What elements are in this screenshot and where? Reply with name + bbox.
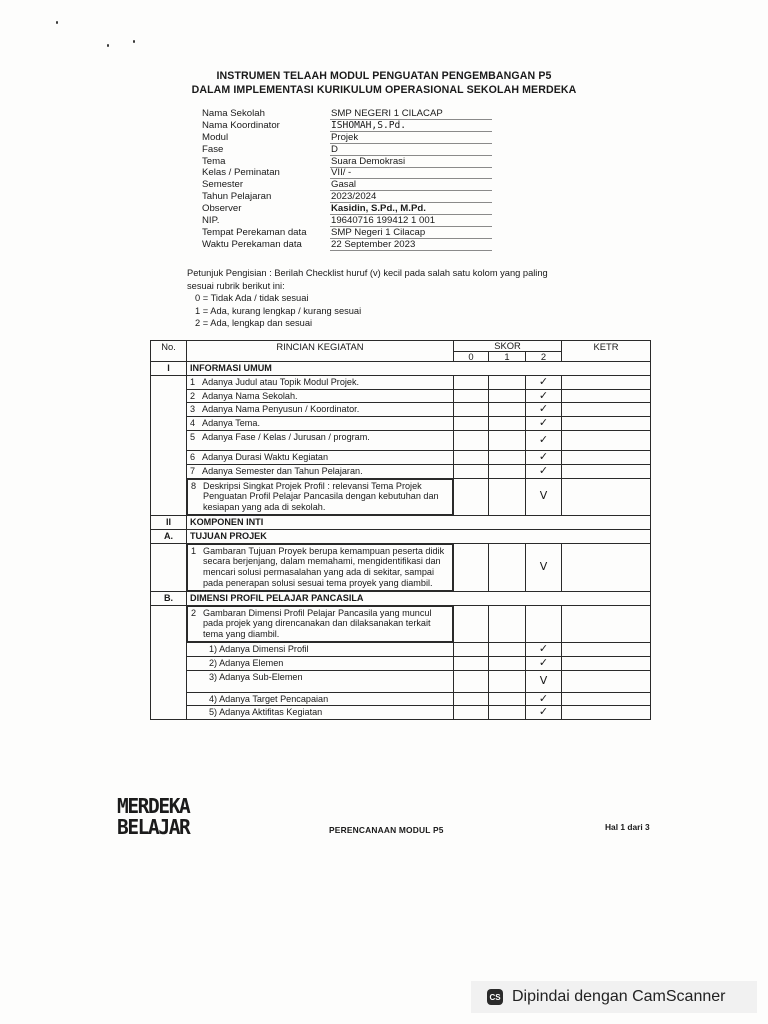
item-description: Adanya Fase / Kelas / Jurusan / program. <box>202 431 370 442</box>
table-row <box>151 403 651 417</box>
instructions <box>187 267 567 330</box>
table-row <box>151 642 651 656</box>
section-title: TUJUAN PROJEK <box>187 529 651 543</box>
score-1-cell[interactable] <box>489 389 526 403</box>
score-1-cell[interactable] <box>489 642 526 656</box>
table-row <box>151 375 651 389</box>
ketr-cell[interactable] <box>562 417 651 431</box>
table-row <box>151 656 651 670</box>
score-2-check[interactable]: ✓ <box>526 417 562 431</box>
score-1-cell[interactable] <box>489 670 526 692</box>
info-value: SMP NEGERI 1 CILACAP <box>330 108 492 120</box>
item-text <box>187 417 454 431</box>
item-text <box>187 606 453 642</box>
item-description: Adanya Nama Sekolah. <box>202 390 298 401</box>
score-0-cell[interactable] <box>454 389 489 403</box>
logo-line: BELAJAR <box>117 814 190 840</box>
merdeka-belajar-logo <box>117 793 190 840</box>
item-text <box>187 375 454 389</box>
score-1-cell[interactable] <box>489 706 526 720</box>
score-1-cell[interactable] <box>489 692 526 706</box>
ketr-cell[interactable] <box>562 478 651 515</box>
scale-item: 1 = Ada, kurang lengkap / kurang sesuai <box>195 305 362 316</box>
info-value: VII/ - <box>330 167 492 179</box>
info-label: Waktu Perekaman data <box>202 238 302 250</box>
table-header-row <box>151 341 651 352</box>
page-number: Hal 1 dari 3 <box>605 822 650 832</box>
document-title <box>0 69 768 97</box>
scan-speck <box>133 40 135 43</box>
section-title: INFORMASI UMUM <box>187 362 651 376</box>
score-2-check[interactable]: ✓ <box>526 430 562 450</box>
item-description: Deskripsi Singkat Projek Profil : relevansi Tema Projek Penguatan Profil Pelajar Pancasila dengan kebutuhan dan kesiapan yang ada di sekolah. <box>203 480 439 513</box>
score-0-cell[interactable] <box>454 605 489 642</box>
empty-cell <box>151 375 187 515</box>
score-1-cell[interactable] <box>489 478 526 515</box>
instruction-line: Petunjuk Pengisian : Berilah Checklist huruf (v) kecil pada salah satu kolom yang paling <box>187 268 548 278</box>
ketr-cell[interactable] <box>562 375 651 389</box>
item-description: Adanya Judul atau Topik Modul Projek. <box>202 376 360 387</box>
section-number: I <box>151 362 187 376</box>
item-text <box>187 403 454 417</box>
item-text <box>187 479 453 515</box>
ketr-cell[interactable] <box>562 450 651 464</box>
score-1-cell[interactable] <box>489 605 526 642</box>
empty-cell <box>151 605 187 720</box>
table-row <box>151 417 651 431</box>
score-0-cell[interactable] <box>454 642 489 656</box>
info-label: Tema <box>202 155 226 167</box>
header-score-0: 0 <box>454 352 489 362</box>
table-row <box>151 543 651 591</box>
empty-cell <box>151 543 187 591</box>
score-0-cell[interactable] <box>454 692 489 706</box>
info-label: Semester <box>202 179 244 191</box>
table-row <box>151 430 651 450</box>
section-row <box>151 515 651 529</box>
info-label: Kelas / Peminatan <box>202 167 280 179</box>
camscanner-text: Dipindai dengan CamScanner <box>512 988 726 1005</box>
table-row <box>151 389 651 403</box>
info-label: Nama Koordinator <box>202 119 280 131</box>
info-value: Kasidin, S.Pd., M.Pd. <box>330 203 492 215</box>
sub-item-text: 3) Adanya Sub-Elemen <box>187 670 454 692</box>
table-row <box>151 464 651 478</box>
score-0-cell[interactable] <box>454 417 489 431</box>
item-number: 6 <box>190 451 196 462</box>
item-number: 4 <box>190 418 196 429</box>
ketr-cell[interactable] <box>562 605 651 642</box>
info-label: Tempat Perekaman data <box>202 226 307 238</box>
info-value: 19640716 199412 1 001 <box>330 215 492 227</box>
score-2-check[interactable]: ✓ <box>526 375 562 389</box>
item-number: 1 <box>191 545 197 556</box>
logo-line: MERDEKA <box>117 793 190 819</box>
info-value: D <box>330 144 492 156</box>
ketr-cell[interactable] <box>562 692 651 706</box>
table-row <box>151 706 651 720</box>
scale-item: 0 = Tidak Ada / tidak sesuai <box>195 293 309 303</box>
info-label: Nama Sekolah <box>202 108 265 119</box>
ketr-cell[interactable] <box>562 656 651 670</box>
scale-item: 2 = Ada, lengkap dan sesuai <box>195 318 313 328</box>
scan-speck <box>107 44 109 47</box>
scan-speck <box>56 21 58 24</box>
ketr-cell[interactable] <box>562 389 651 403</box>
table-row <box>151 692 651 706</box>
table-row <box>151 670 651 692</box>
score-1-cell[interactable] <box>489 543 526 591</box>
section-number: A. <box>151 529 187 543</box>
ketr-cell[interactable] <box>562 706 651 720</box>
header-ketr: KETR <box>562 341 651 362</box>
item-description: Adanya Nama Penyusun / Koordinator. <box>202 404 360 415</box>
item-number: 2 <box>191 607 197 618</box>
ketr-cell[interactable] <box>562 543 651 591</box>
score-0-cell[interactable] <box>454 430 489 450</box>
info-label: Observer <box>202 203 242 215</box>
ketr-cell[interactable] <box>562 403 651 417</box>
sub-item-text: 5) Adanya Aktifitas Kegiatan <box>187 706 454 720</box>
header-no: No. <box>151 341 187 362</box>
header-score-2: 2 <box>526 352 562 362</box>
item-number: 3 <box>190 404 196 415</box>
score-1-cell[interactable] <box>489 375 526 389</box>
score-2-check[interactable]: V <box>526 670 562 692</box>
score-2-check[interactable]: ✓ <box>526 642 562 656</box>
assessment-table <box>150 340 651 720</box>
score-1-cell[interactable] <box>489 430 526 450</box>
section-row <box>151 529 651 543</box>
item-description: Adanya Tema. <box>202 418 260 429</box>
item-description: Gambaran Tujuan Proyek berupa kemampuan peserta didik secara berjenjang, dalam memahami, mengidentifikasi dan mencari solusi permasalahan yang ada di sekitar, sampai pada penerapan solusi sesuai tema proyek yang diambil. <box>203 545 445 588</box>
header-score-1: 1 <box>489 352 526 362</box>
section-row <box>151 362 651 376</box>
score-0-cell[interactable] <box>454 656 489 670</box>
item-description: Adanya Semester dan Tahun Pelajaran. <box>202 465 363 476</box>
item-number: 1 <box>190 376 196 387</box>
section-number: II <box>151 515 187 529</box>
camscanner-watermark <box>471 981 757 1013</box>
ketr-cell[interactable] <box>562 430 651 450</box>
score-0-cell[interactable] <box>454 375 489 389</box>
score-1-cell[interactable] <box>489 417 526 431</box>
info-label: Fase <box>202 143 224 155</box>
table-row <box>151 605 651 642</box>
score-2-cell[interactable] <box>526 605 562 642</box>
section-number: B. <box>151 591 187 605</box>
score-2-check[interactable]: V <box>526 478 562 515</box>
item-number: 8 <box>191 480 197 491</box>
ketr-cell[interactable] <box>562 642 651 656</box>
section-title: DIMENSI PROFIL PELAJAR PANCASILA <box>187 591 651 605</box>
score-0-cell[interactable] <box>454 450 489 464</box>
info-value: SMP Negeri 1 Cilacap <box>330 227 492 239</box>
info-label: Tahun Pelajaran <box>202 191 272 203</box>
score-2-check[interactable]: ✓ <box>526 464 562 478</box>
item-description: Adanya Durasi Waktu Kegiatan <box>202 451 329 462</box>
item-text <box>187 544 453 591</box>
score-0-cell[interactable] <box>454 464 489 478</box>
score-1-cell[interactable] <box>489 464 526 478</box>
section-row <box>151 591 651 605</box>
info-value: Gasal <box>330 179 492 191</box>
score-0-cell[interactable] <box>454 670 489 692</box>
info-value: 22 September 2023 <box>330 239 492 251</box>
score-2-check[interactable]: ✓ <box>526 656 562 670</box>
section-title: KOMPONEN INTI <box>187 515 651 529</box>
score-2-check[interactable]: ✓ <box>526 450 562 464</box>
score-2-check[interactable]: V <box>526 543 562 591</box>
title-line-2: DALAM IMPLEMENTASI KURIKULUM OPERASIONAL SEKOLAH MERDEKA <box>191 84 577 96</box>
item-text <box>187 450 454 464</box>
info-label: NIP. <box>202 215 220 227</box>
score-0-cell[interactable] <box>454 478 489 515</box>
table-row <box>151 478 651 515</box>
sub-item-text: 1) Adanya Dimensi Profil <box>187 642 454 656</box>
table-row <box>151 450 651 464</box>
score-1-cell[interactable] <box>489 656 526 670</box>
item-text <box>187 430 454 450</box>
info-value: Projek <box>330 132 492 144</box>
sub-item-text: 4) Adanya Target Pencapaian <box>187 692 454 706</box>
score-2-check[interactable]: ✓ <box>526 403 562 417</box>
info-label: Modul <box>202 131 229 143</box>
instruction-line: sesuai rubrik berikut ini: <box>187 280 285 291</box>
header-skor: SKOR <box>454 341 562 352</box>
item-text <box>187 389 454 403</box>
score-2-check[interactable]: ✓ <box>526 692 562 706</box>
info-value: 2023/2024 <box>330 191 492 203</box>
header-rincian: RINCIAN KEGIATAN <box>187 341 454 362</box>
item-number: 5 <box>190 431 196 442</box>
score-2-check[interactable]: ✓ <box>526 706 562 720</box>
item-number: 2 <box>190 390 196 401</box>
score-1-cell[interactable] <box>489 403 526 417</box>
score-2-check[interactable]: ✓ <box>526 389 562 403</box>
score-0-cell[interactable] <box>454 543 489 591</box>
sub-item-text: 2) Adanya Elemen <box>187 656 454 670</box>
footer-title: PERENCANAAN MODUL P5 <box>329 825 444 835</box>
score-1-cell[interactable] <box>489 450 526 464</box>
ketr-cell[interactable] <box>562 670 651 692</box>
score-0-cell[interactable] <box>454 706 489 720</box>
item-text <box>187 464 454 478</box>
title-line-1: INSTRUMEN TELAAH MODUL PENGUATAN PENGEMBANGAN P5 <box>216 70 552 82</box>
info-value: ISHOMAH,S.Pd. <box>330 120 492 132</box>
camscanner-icon: CS <box>487 989 503 1005</box>
info-value: Suara Demokrasi <box>330 156 492 168</box>
score-0-cell[interactable] <box>454 403 489 417</box>
item-number: 7 <box>190 465 196 476</box>
ketr-cell[interactable] <box>562 464 651 478</box>
item-description: Gambaran Dimensi Profil Pelajar Pancasila yang muncul pada projek yang direncanakan dan dilaksanakan terkait tema yang diambil. <box>203 607 432 640</box>
